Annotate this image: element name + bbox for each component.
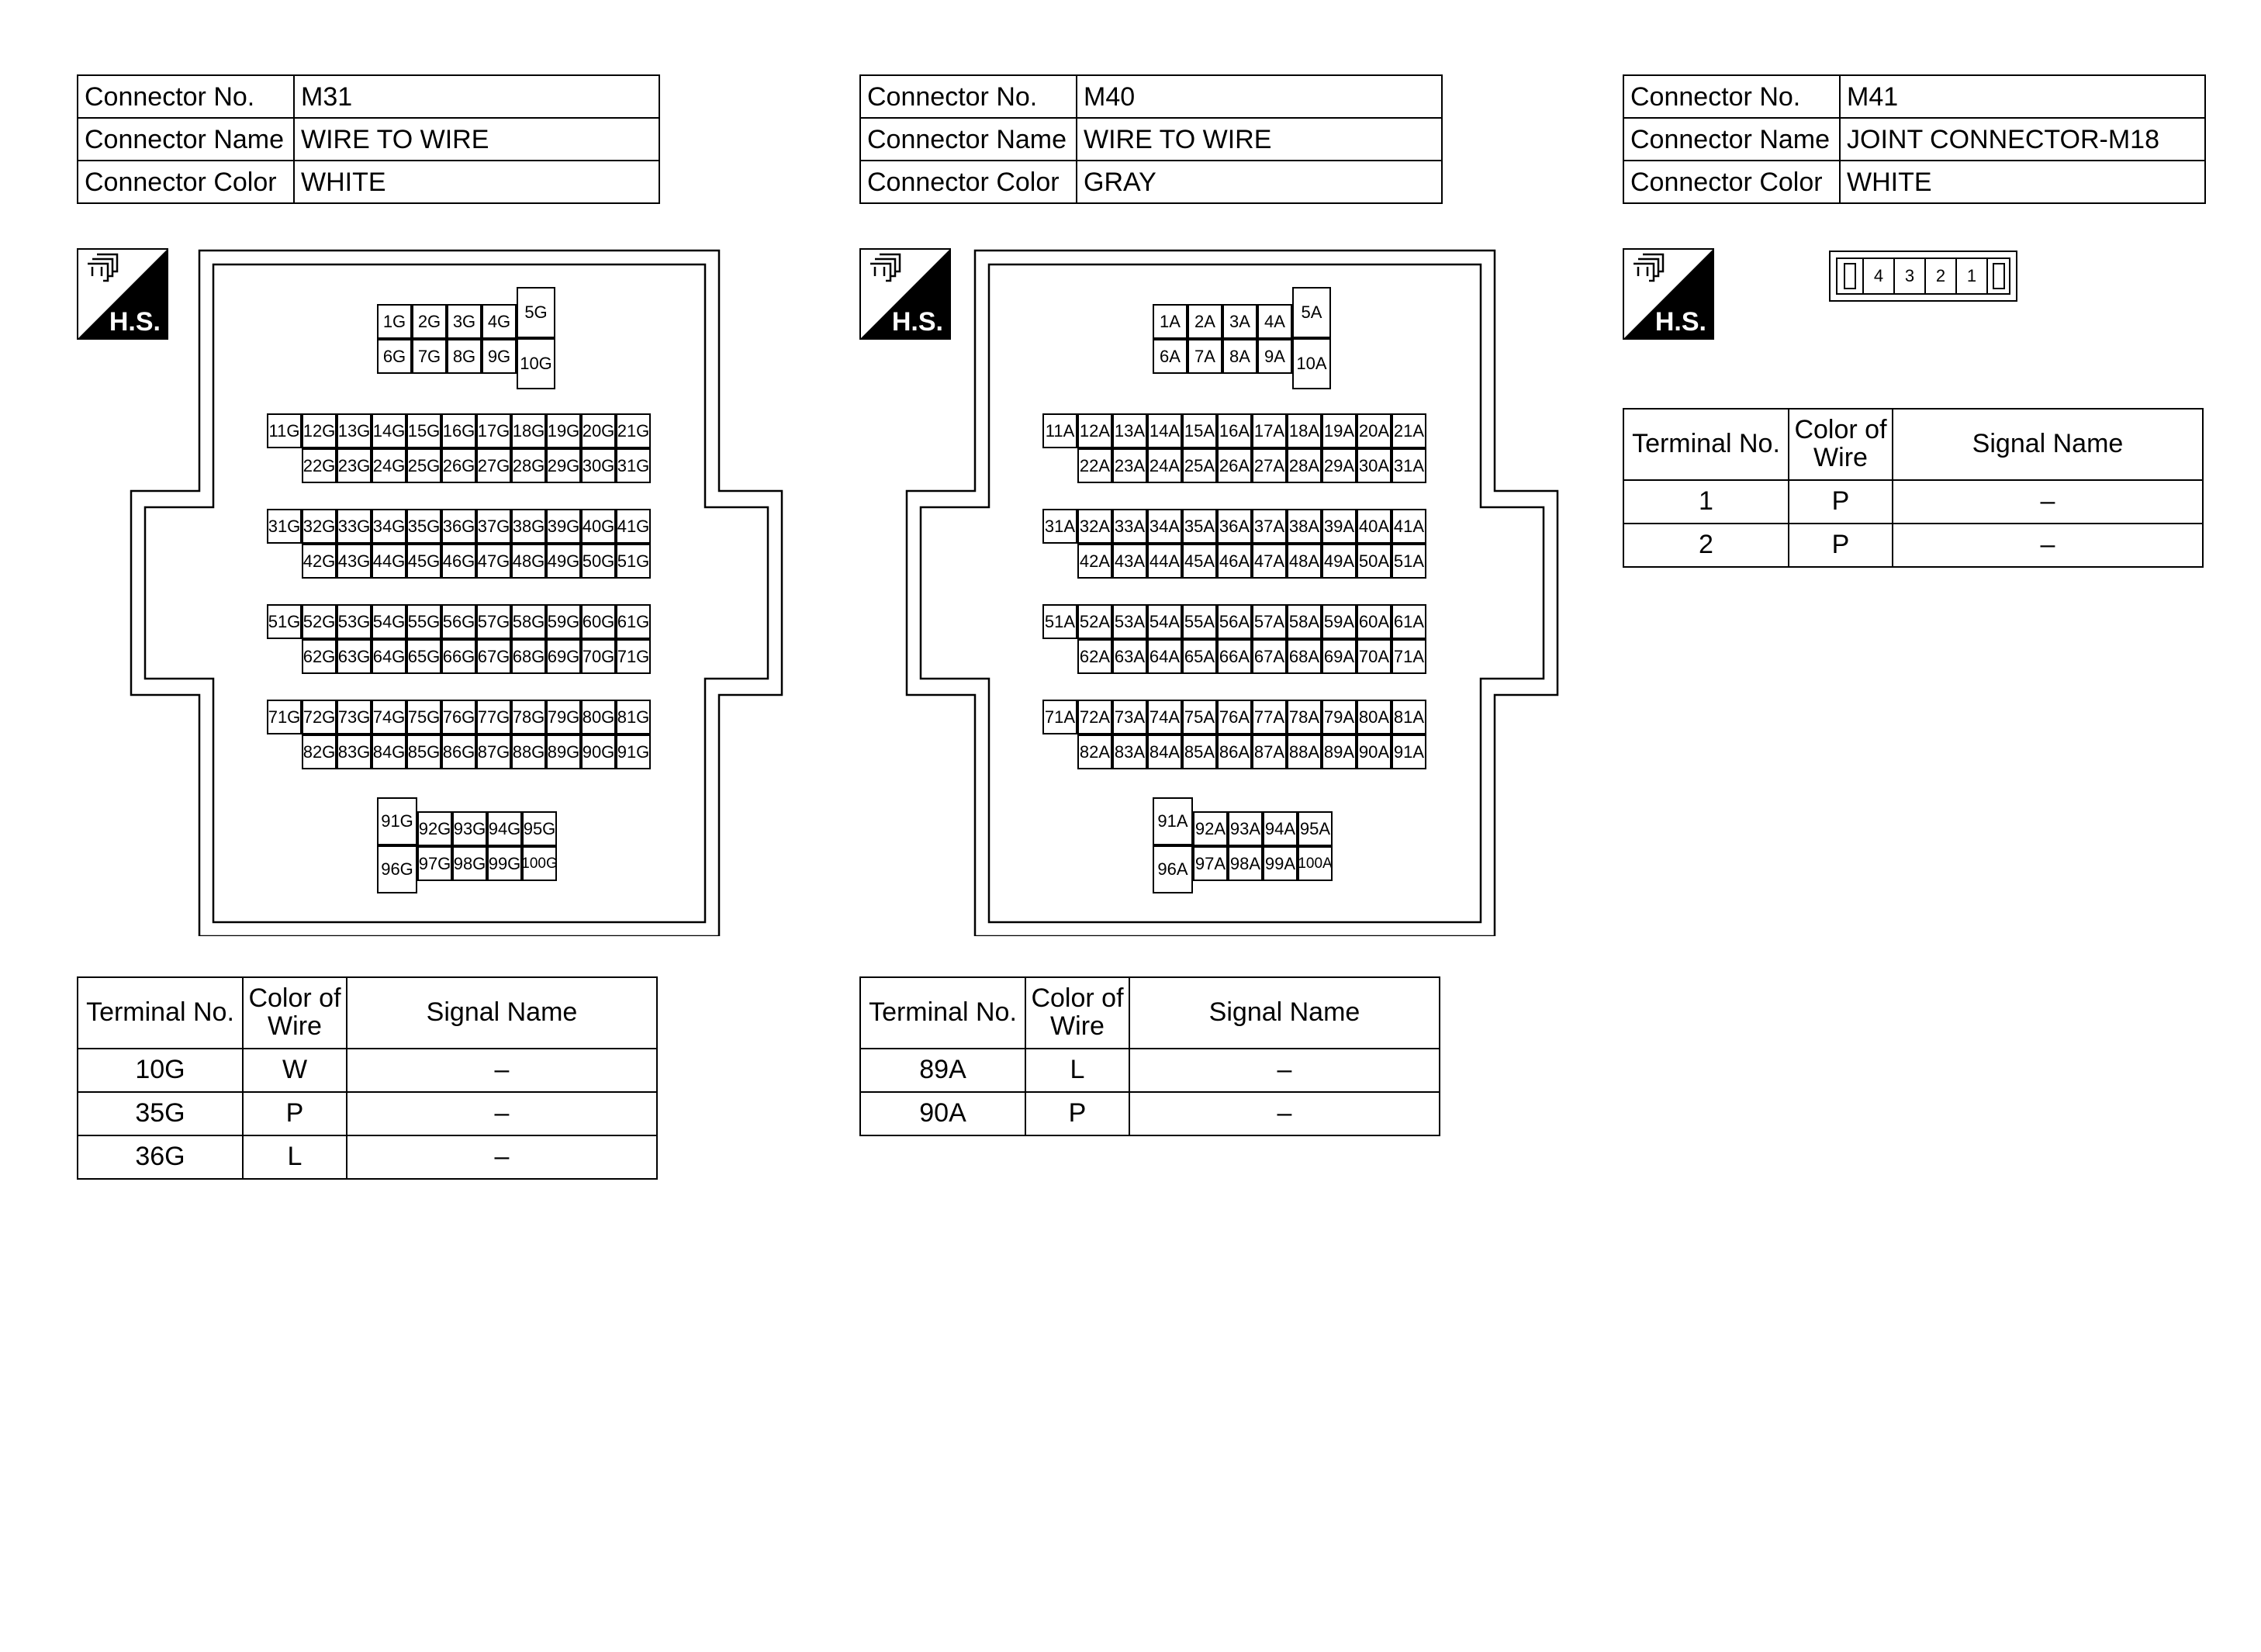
connector-name-value: WIRE TO WIRE — [1077, 118, 1442, 161]
pin-cavity: 26G — [441, 448, 476, 483]
pin-cavity: 5A — [1292, 287, 1331, 338]
pin-cavity: 69A — [1322, 639, 1357, 674]
pin-cavity: 57A — [1252, 604, 1287, 639]
pin-cavity: 38A — [1287, 509, 1322, 544]
pin-cavity: 77A — [1252, 700, 1287, 734]
connector-name-label: Connector Name — [78, 118, 294, 161]
pin-cavity: 78G — [511, 700, 546, 734]
pin-cavity: 46A — [1217, 544, 1252, 579]
pin-cavity: 69G — [546, 639, 581, 674]
table-row — [78, 1135, 657, 1179]
pin-cavity: 19G — [546, 413, 581, 448]
connector-info-m31 — [77, 74, 660, 204]
pin-cavity: 23A — [1112, 448, 1147, 483]
pin-cavity: 42G — [302, 544, 337, 579]
connector-name-label: Connector Name — [860, 118, 1077, 161]
pin-cavity: 65A — [1182, 639, 1217, 674]
connector-no-label: Connector No. — [1623, 75, 1840, 118]
signal-name-cell: – — [1129, 1049, 1440, 1092]
pin-cavity: 58G — [511, 604, 546, 639]
connector-info-m40 — [859, 74, 1443, 204]
pin-cavity: 41A — [1392, 509, 1426, 544]
pin-cavity: 70A — [1357, 639, 1392, 674]
pin-cavity: 6G — [377, 339, 412, 374]
pin-cavity: 29G — [546, 448, 581, 483]
terminal-no-cell: 2 — [1623, 524, 1789, 567]
wire-color-cell: P — [243, 1092, 347, 1135]
pin-cavity: 91A — [1153, 797, 1193, 845]
pin-cavity: 53G — [337, 604, 372, 639]
pin-cavity: 39G — [546, 509, 581, 544]
pin-cavity: 1 — [1957, 259, 1988, 293]
pin-cavity: 84G — [372, 734, 406, 769]
pin-cavity: 27A — [1252, 448, 1287, 483]
pin-cavity: 45A — [1182, 544, 1217, 579]
pin-cavity: 35G — [406, 509, 441, 544]
pin-cavity: 80G — [581, 700, 616, 734]
wire-color-cell: P — [1789, 524, 1893, 567]
connector-no-label: Connector No. — [78, 75, 294, 118]
pin-cavity: 63G — [337, 639, 372, 674]
signal-name-cell: – — [347, 1049, 657, 1092]
signal-name-cell: – — [347, 1092, 657, 1135]
pin-cavity: 49A — [1322, 544, 1357, 579]
pin-cavity: 89G — [546, 734, 581, 769]
pin-cavity: 98G — [452, 846, 487, 881]
signal-name-header: Signal Name — [347, 977, 657, 1049]
pin-cavity: 64A — [1147, 639, 1182, 674]
pin-cavity: 82G — [302, 734, 337, 769]
pin-cavity: 93G — [452, 811, 487, 846]
pin-cavity: 66A — [1217, 639, 1252, 674]
pin-cavity: 9A — [1257, 339, 1292, 374]
pin-cavity: 100G — [522, 846, 557, 881]
pin-cavity: 63A — [1112, 639, 1147, 674]
pin-cavity: 31G — [616, 448, 651, 483]
pin-cavity: 72A — [1077, 700, 1112, 734]
connector-color-value: WHITE — [294, 161, 659, 203]
pin-cavity: 9G — [482, 339, 517, 374]
table-row — [860, 1092, 1440, 1135]
connector-color-value: GRAY — [1077, 161, 1442, 203]
pin-cavity: 62G — [302, 639, 337, 674]
pin-cavity: 79A — [1322, 700, 1357, 734]
pin-cavity: 3G — [447, 304, 482, 339]
pin-cavity: 32A — [1077, 509, 1112, 544]
terminal-no-cell: 36G — [78, 1135, 243, 1179]
hs-label: H.S. — [1654, 307, 1706, 337]
pin-cavity: 24A — [1147, 448, 1182, 483]
pin-cavity: 18G — [511, 413, 546, 448]
pin-cavity: 20A — [1357, 413, 1392, 448]
pin-cavity: 90G — [581, 734, 616, 769]
connector-no-label: Connector No. — [860, 75, 1077, 118]
pin-cavity: 71A — [1392, 639, 1426, 674]
pin-cavity: 60G — [581, 604, 616, 639]
pin-cavity: 96G — [377, 845, 417, 893]
pin-cavity: 81A — [1392, 700, 1426, 734]
hs-label: H.S. — [891, 307, 943, 337]
pin-cavity: 37G — [476, 509, 511, 544]
pin-cavity: 25A — [1182, 448, 1217, 483]
pin-cavity: 74A — [1147, 700, 1182, 734]
pin-cavity: 17G — [476, 413, 511, 448]
pin-cavity: 41G — [616, 509, 651, 544]
hs-label: H.S. — [109, 307, 161, 337]
pin-cavity: 65G — [406, 639, 441, 674]
pin-cavity: 42A — [1077, 544, 1112, 579]
connector-face-m40 — [904, 248, 1560, 936]
pin-cavity: 92G — [417, 811, 452, 846]
terminal-table-m41 — [1623, 408, 2204, 568]
connector-face-m31 — [129, 248, 784, 936]
pin-cavity: 92A — [1193, 811, 1228, 846]
pin-cavity: 66G — [441, 639, 476, 674]
pin-cavity: 53A — [1112, 604, 1147, 639]
pin-cavity: 10G — [517, 338, 555, 389]
pin-cavity: 30G — [581, 448, 616, 483]
pin-cavity: 61A — [1392, 604, 1426, 639]
pin-cavity: 68G — [511, 639, 546, 674]
terminal-no-header: Terminal No. — [1623, 409, 1789, 480]
pin-cavity: 97A — [1193, 846, 1228, 881]
pin-cavity: 55A — [1182, 604, 1217, 639]
pin-cavity: 11G — [267, 413, 302, 448]
pin-cavity: 24G — [372, 448, 406, 483]
signal-name-cell: – — [1893, 524, 2203, 567]
pin-cavity: 36A — [1217, 509, 1252, 544]
pin-cavity: 40A — [1357, 509, 1392, 544]
pin-cavity: 39A — [1322, 509, 1357, 544]
pin-cavity: 71A — [1042, 700, 1077, 734]
pin-cavity: 64G — [372, 639, 406, 674]
pin-cavity: 4 — [1864, 259, 1895, 293]
table-row — [1623, 524, 2203, 567]
pin-cavity: 67A — [1252, 639, 1287, 674]
connector-color-label: Connector Color — [78, 161, 294, 203]
wire-color-cell: P — [1025, 1092, 1129, 1135]
pin-cavity: 47G — [476, 544, 511, 579]
pin-cavity: 30A — [1357, 448, 1392, 483]
pin-cavity: 17A — [1252, 413, 1287, 448]
pin-cavity: 44A — [1147, 544, 1182, 579]
pin-cavity: 37A — [1252, 509, 1287, 544]
table-row — [78, 1049, 657, 1092]
pin-cavity: 10A — [1292, 338, 1331, 389]
pin-cavity: 7G — [412, 339, 447, 374]
pin-cavity: 8A — [1222, 339, 1257, 374]
pin-cavity: 85A — [1182, 734, 1217, 769]
pin-cavity: 86G — [441, 734, 476, 769]
pin-cavity: 47A — [1252, 544, 1287, 579]
pin-cavity: 61G — [616, 604, 651, 639]
pin-cavity: 28A — [1287, 448, 1322, 483]
pin-cavity: 21A — [1392, 413, 1426, 448]
pin-cavity: 56A — [1217, 604, 1252, 639]
pin-cavity: 13A — [1112, 413, 1147, 448]
wire-color-cell: W — [243, 1049, 347, 1092]
pin-cavity: 59A — [1322, 604, 1357, 639]
pin-cavity: 19A — [1322, 413, 1357, 448]
pin-cavity: 94G — [487, 811, 522, 846]
pin-cavity: 12A — [1077, 413, 1112, 448]
pin-cavity: 14A — [1147, 413, 1182, 448]
signal-name-cell: – — [347, 1135, 657, 1179]
pin-cavity: 54A — [1147, 604, 1182, 639]
pin-cavity: 71G — [267, 700, 302, 734]
pin-cavity: 98A — [1228, 846, 1263, 881]
pin-cavity: 15G — [406, 413, 441, 448]
pin-cavity: 33G — [337, 509, 372, 544]
pin-cavity: 95G — [522, 811, 557, 846]
pin-cavity: 91G — [377, 797, 417, 845]
pin-cavity: 25G — [406, 448, 441, 483]
pin-cavity: 51G — [616, 544, 651, 579]
pin-cavity: 18A — [1287, 413, 1322, 448]
pin-cavity: 85G — [406, 734, 441, 769]
pin-cavity: 31A — [1392, 448, 1426, 483]
pin-cavity: 48G — [511, 544, 546, 579]
pin-cavity: 22G — [302, 448, 337, 483]
pin-cavity: 49G — [546, 544, 581, 579]
latch-right — [1988, 259, 2009, 293]
pin-cavity: 35A — [1182, 509, 1217, 544]
connector-name-value: JOINT CONNECTOR-M18 — [1840, 118, 2205, 161]
pin-cavity: 20G — [581, 413, 616, 448]
connector-name-value: WIRE TO WIRE — [294, 118, 659, 161]
pin-cavity: 22A — [1077, 448, 1112, 483]
pin-cavity: 73G — [337, 700, 372, 734]
pin-cavity: 21G — [616, 413, 651, 448]
pin-cavity: 88G — [511, 734, 546, 769]
table-row — [1623, 480, 2203, 524]
terminal-no-cell: 35G — [78, 1092, 243, 1135]
pin-cavity: 68A — [1287, 639, 1322, 674]
pin-cavity: 34G — [372, 509, 406, 544]
pin-cavity: 73A — [1112, 700, 1147, 734]
pin-cavity: 16G — [441, 413, 476, 448]
pin-cavity: 55G — [406, 604, 441, 639]
pin-cavity: 100A — [1298, 846, 1333, 881]
pin-cavity: 4A — [1257, 304, 1292, 339]
pin-cavity: 76G — [441, 700, 476, 734]
pin-cavity: 51A — [1392, 544, 1426, 579]
connector-color-label: Connector Color — [1623, 161, 1840, 203]
pin-cavity: 71G — [616, 639, 651, 674]
pin-cavity: 3A — [1222, 304, 1257, 339]
terminal-no-cell: 1 — [1623, 480, 1789, 524]
pin-cavity: 72G — [302, 700, 337, 734]
pin-cavity: 16A — [1217, 413, 1252, 448]
pin-cavity: 27G — [476, 448, 511, 483]
pin-cavity: 45G — [406, 544, 441, 579]
pin-cavity: 46G — [441, 544, 476, 579]
terminal-no-header: Terminal No. — [78, 977, 243, 1049]
connector-no-value: M31 — [294, 75, 659, 118]
pin-cavity: 43A — [1112, 544, 1147, 579]
pin-cavity: 36G — [441, 509, 476, 544]
pin-cavity: 1A — [1153, 304, 1188, 339]
pin-cavity: 2 — [1926, 259, 1957, 293]
harness-side-icon — [1623, 248, 1714, 340]
pin-cavity: 99A — [1263, 846, 1298, 881]
pin-cavity: 82A — [1077, 734, 1112, 769]
terminal-no-cell: 10G — [78, 1049, 243, 1092]
pin-cavity: 87A — [1252, 734, 1287, 769]
signal-name-header: Signal Name — [1129, 977, 1440, 1049]
pin-cavity: 14G — [372, 413, 406, 448]
pin-cavity: 56G — [441, 604, 476, 639]
pin-cavity: 13G — [337, 413, 372, 448]
pin-cavity: 88A — [1287, 734, 1322, 769]
pin-cavity: 43G — [337, 544, 372, 579]
terminal-table-m31 — [77, 976, 658, 1180]
pin-cavity: 76A — [1217, 700, 1252, 734]
connector-no-value: M40 — [1077, 75, 1442, 118]
table-row — [78, 1092, 657, 1135]
pin-cavity: 50G — [581, 544, 616, 579]
pin-cavity: 79G — [546, 700, 581, 734]
pin-cavity: 11A — [1042, 413, 1077, 448]
pin-cavity: 1G — [377, 304, 412, 339]
pin-cavity: 4G — [482, 304, 517, 339]
pin-cavity: 60A — [1357, 604, 1392, 639]
connector-color-value: WHITE — [1840, 161, 2205, 203]
connector-info-m41 — [1623, 74, 2206, 204]
signal-name-header: Signal Name — [1893, 409, 2203, 480]
pin-cavity: 81G — [616, 700, 651, 734]
pin-cavity: 31G — [267, 509, 302, 544]
pin-cavity: 5G — [517, 287, 555, 338]
pin-cavity: 91G — [616, 734, 651, 769]
wire-color-cell: P — [1789, 480, 1893, 524]
pin-cavity: 33A — [1112, 509, 1147, 544]
pin-cavity: 59G — [546, 604, 581, 639]
pin-cavity: 97G — [417, 846, 452, 881]
pin-cavity: 75A — [1182, 700, 1217, 734]
latch-left — [1837, 259, 1864, 293]
color-of-wire-header: Color of Wire — [1789, 409, 1893, 480]
pin-cavity: 58A — [1287, 604, 1322, 639]
pin-cavity: 70G — [581, 639, 616, 674]
pin-cavity: 78A — [1287, 700, 1322, 734]
pin-cavity: 77G — [476, 700, 511, 734]
pin-cavity: 34A — [1147, 509, 1182, 544]
pin-cavity: 52A — [1077, 604, 1112, 639]
connector-name-label: Connector Name — [1623, 118, 1840, 161]
wire-color-cell: L — [1025, 1049, 1129, 1092]
pin-cavity: 7A — [1188, 339, 1222, 374]
terminal-table-m40 — [859, 976, 1440, 1136]
pin-cavity: 26A — [1217, 448, 1252, 483]
pin-cavity: 3 — [1895, 259, 1926, 293]
pin-cavity: 99G — [487, 846, 522, 881]
pin-cavity: 52G — [302, 604, 337, 639]
pin-cavity: 54G — [372, 604, 406, 639]
pin-cavity: 80A — [1357, 700, 1392, 734]
connector-color-label: Connector Color — [860, 161, 1077, 203]
pin-cavity: 93A — [1228, 811, 1263, 846]
terminal-no-cell: 90A — [860, 1092, 1025, 1135]
pin-cavity: 90A — [1357, 734, 1392, 769]
pin-cavity: 91A — [1392, 734, 1426, 769]
pin-cavity: 96A — [1153, 845, 1193, 893]
pin-cavity: 95A — [1298, 811, 1333, 846]
pin-cavity: 8G — [447, 339, 482, 374]
pin-cavity: 15A — [1182, 413, 1217, 448]
wire-color-cell: L — [243, 1135, 347, 1179]
pin-cavity: 83A — [1112, 734, 1147, 769]
connector-no-value: M41 — [1840, 75, 2205, 118]
color-of-wire-header: Color of Wire — [243, 977, 347, 1049]
pin-cavity: 38G — [511, 509, 546, 544]
pin-cavity: 67G — [476, 639, 511, 674]
pin-cavity: 51A — [1042, 604, 1077, 639]
pin-cavity: 94A — [1263, 811, 1298, 846]
color-of-wire-header: Color of Wire — [1025, 977, 1129, 1049]
pin-cavity: 6A — [1153, 339, 1188, 374]
signal-name-cell: – — [1129, 1092, 1440, 1135]
pin-cavity: 84A — [1147, 734, 1182, 769]
pin-cavity: 89A — [1322, 734, 1357, 769]
terminal-no-cell: 89A — [860, 1049, 1025, 1092]
pin-cavity: 29A — [1322, 448, 1357, 483]
table-row — [860, 1049, 1440, 1092]
pin-cavity: 2A — [1188, 304, 1222, 339]
pin-cavity: 23G — [337, 448, 372, 483]
terminal-no-header: Terminal No. — [860, 977, 1025, 1049]
pin-cavity: 87G — [476, 734, 511, 769]
pin-cavity: 31A — [1042, 509, 1077, 544]
pin-cavity: 2G — [412, 304, 447, 339]
signal-name-cell: – — [1893, 480, 2203, 524]
pin-cavity: 83G — [337, 734, 372, 769]
pin-cavity: 74G — [372, 700, 406, 734]
pin-cavity: 48A — [1287, 544, 1322, 579]
pin-cavity: 40G — [581, 509, 616, 544]
pin-cavity: 75G — [406, 700, 441, 734]
pin-cavity: 28G — [511, 448, 546, 483]
pin-cavity: 44G — [372, 544, 406, 579]
connector-face-m41 — [1829, 251, 2017, 302]
pin-cavity: 50A — [1357, 544, 1392, 579]
pin-cavity: 32G — [302, 509, 337, 544]
pin-cavity: 51G — [267, 604, 302, 639]
pin-cavity: 57G — [476, 604, 511, 639]
pin-cavity: 62A — [1077, 639, 1112, 674]
pin-cavity: 12G — [302, 413, 337, 448]
pin-cavity: 86A — [1217, 734, 1252, 769]
